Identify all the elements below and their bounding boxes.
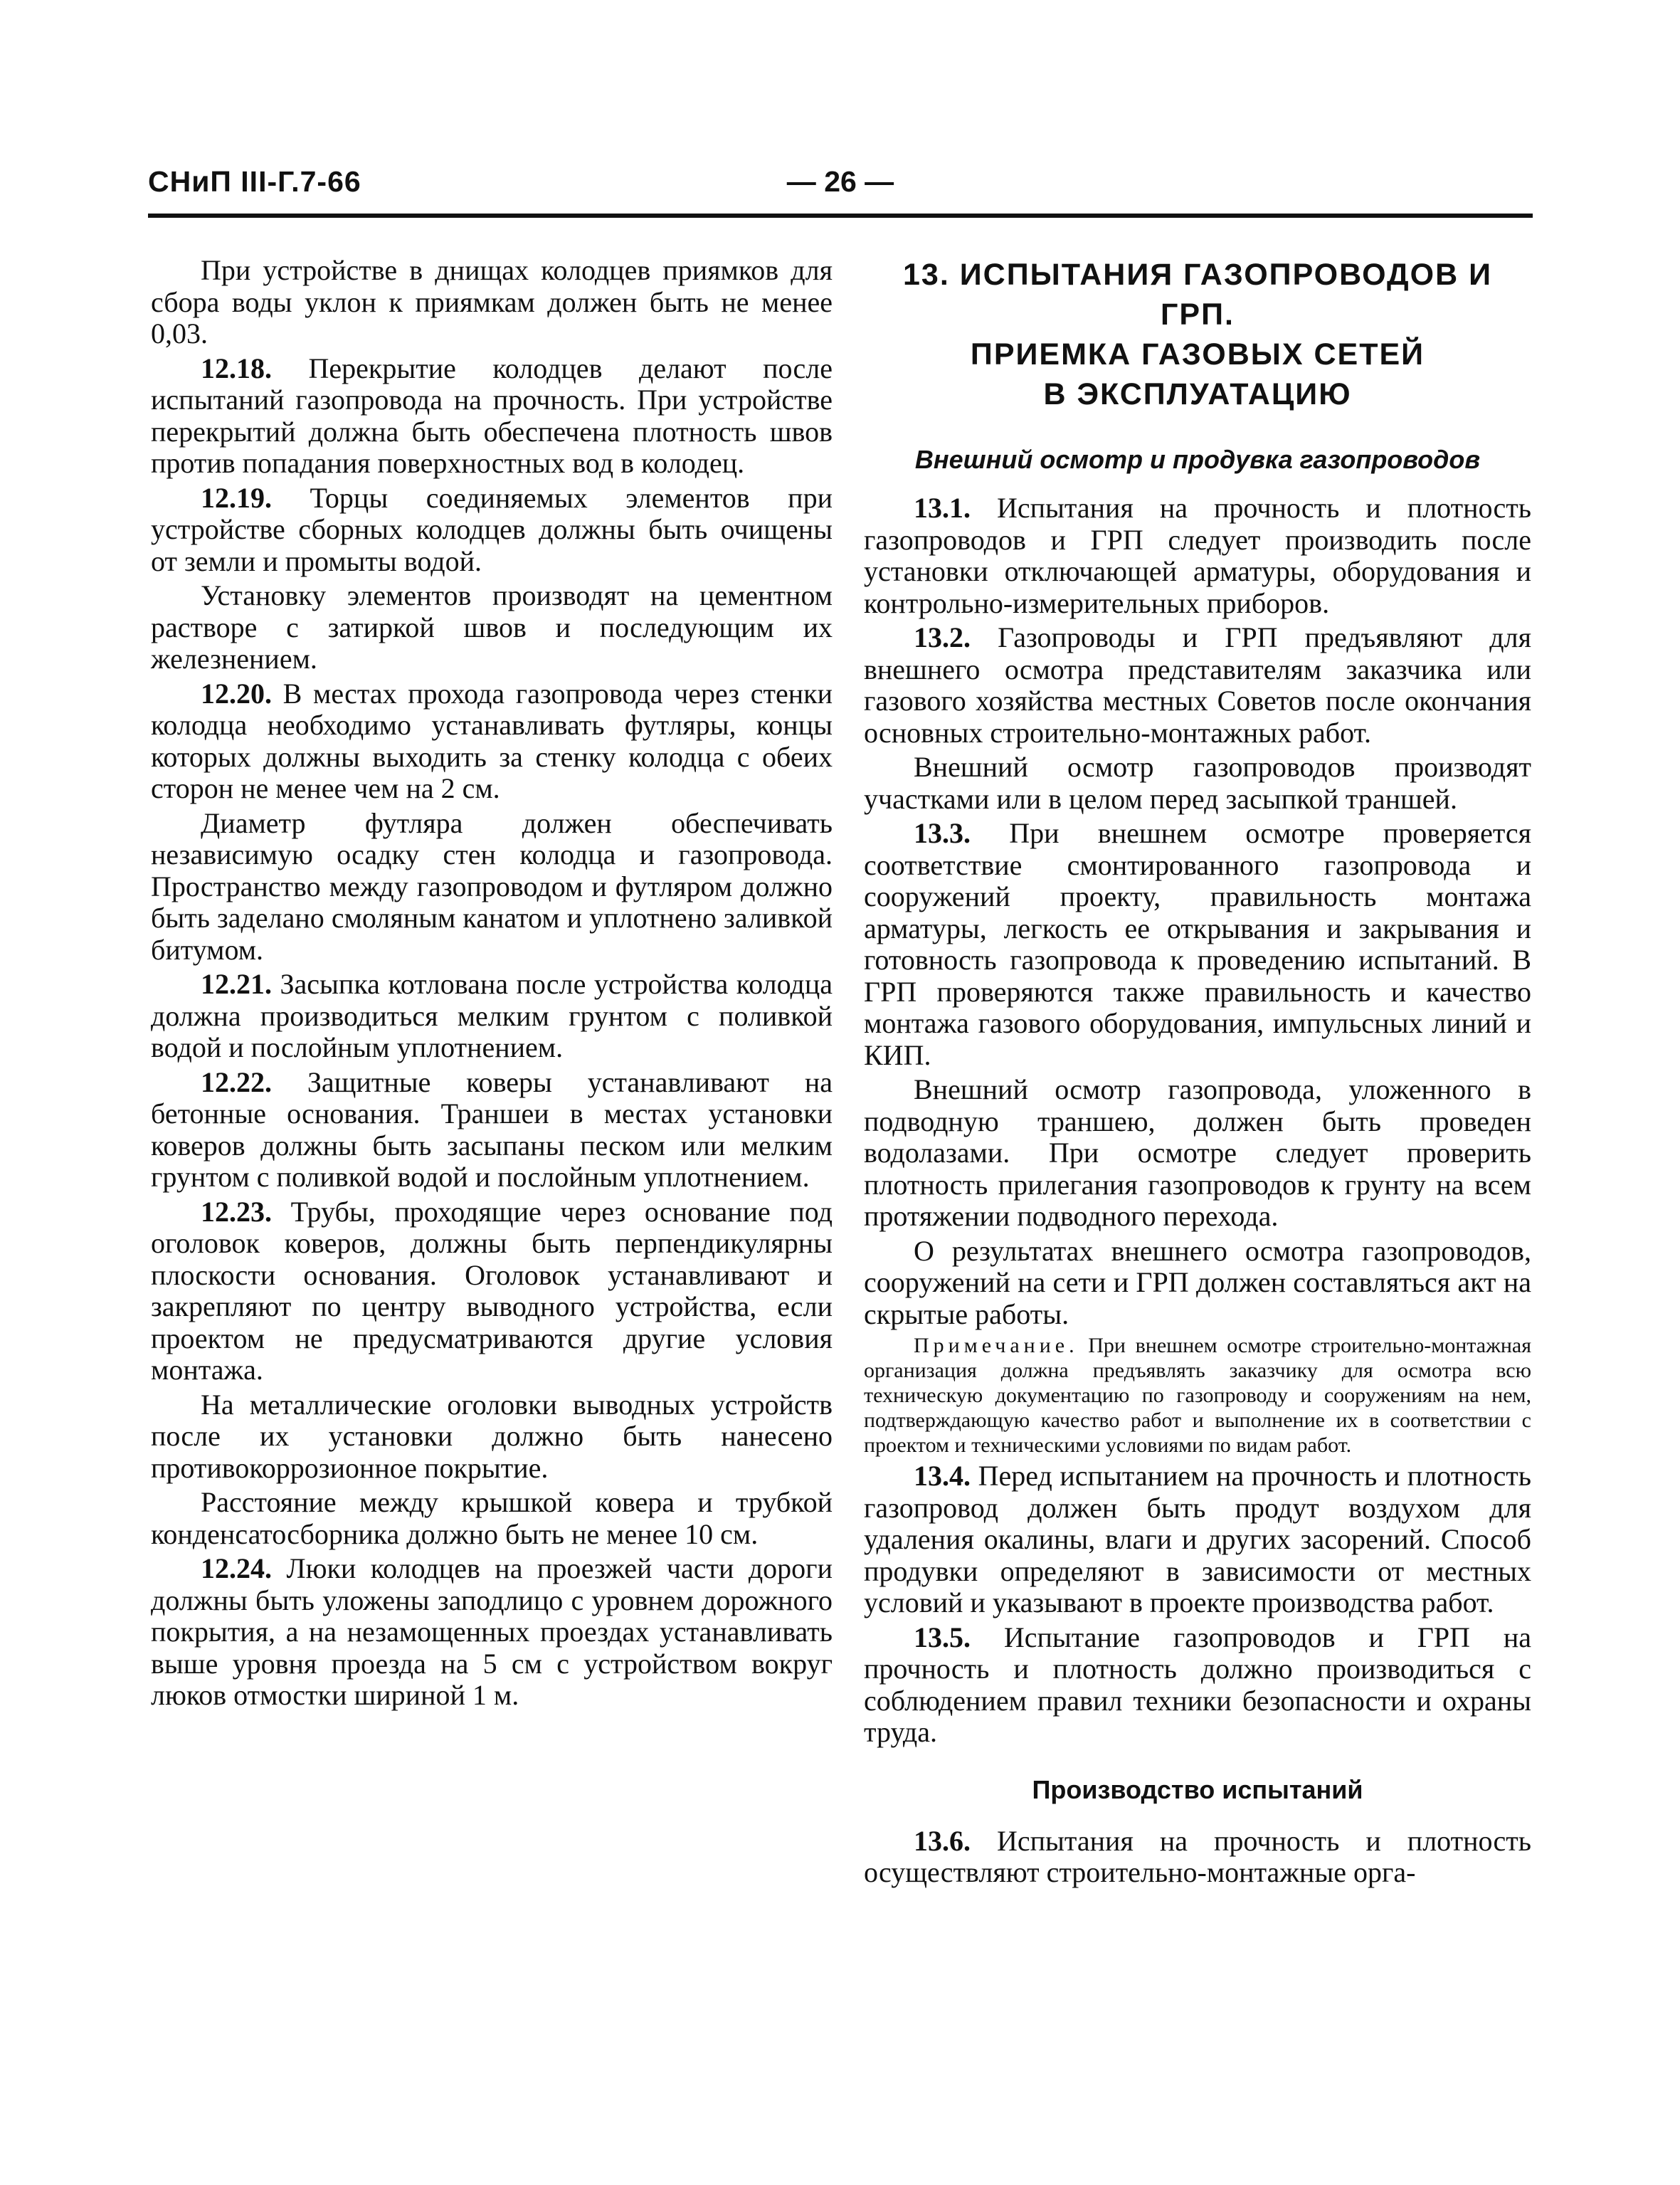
paragraph	[864, 1074, 1531, 1233]
paragraph-text: Засыпка котлована после устройства колодца должна производиться мелким грунтом с поливкой водой и послойным уплотнением.	[151, 968, 833, 1063]
paragraph	[151, 808, 833, 967]
paragraph-text: На металлические оголовки выводных устройств после их установки должно быть нанесено противокоррозионное покрытие.	[151, 1388, 833, 1484]
paragraph	[151, 1487, 833, 1550]
document-code: СНиП III-Г.7-66	[148, 165, 361, 198]
clause-number: 13.6.	[914, 1824, 971, 1857]
paragraph-text: При устройстве в днищах колодцев приямков для сбора воды уклон к приямкам должен быть не менее 0,03.	[151, 254, 833, 349]
clause-number: 13.1.	[914, 492, 971, 524]
paragraph	[151, 483, 833, 578]
paragraph-text: Трубы, проходящие через основание под оголовок коверов, должны быть перпендикулярны плоскости основания. Оголовок устанавливают и закрепляют по центру выводного устройства, если проектом не предусматриваются другие условия монтажа.	[151, 1195, 833, 1386]
paragraph	[151, 678, 833, 805]
note-label: Примечание.	[914, 1334, 1079, 1357]
paragraph-text: Люки колодцев на проезжей части дороги должны быть уложены заподлицо с уровнем дорожного покрытия, а на незамощенных проездах устанавливать выше уровня проезда на 5 см с устройством вокруг люков отмостки шириной 1 м.	[151, 1552, 833, 1711]
paragraph	[864, 493, 1531, 619]
paragraph	[864, 1622, 1531, 1749]
paragraph-text: О результатах внешнего осмотра газопроводов, сооружений на сети и ГРП должен составляться акт на скрытые работы.	[864, 1234, 1531, 1330]
paragraph	[151, 580, 833, 675]
header-rule	[148, 214, 1533, 218]
paragraph-text: При внешнем осмотре проверяется соответствие смонтированного газопровода и сооружений проекту, правильность монтажа арматуры, легкость ее открывания и закрывания и готовность газопровода к проведению испытаний. В ГРП проверяются также правильность и качество монтажа газового оборудования, импульсных линий и КИП.	[864, 817, 1531, 1071]
paragraph-text: Газопроводы и ГРП предъявляют для внешнего осмотра представителям заказчика или газового хозяйства местных Советов после окончания основных строительно-монтажных работ.	[864, 621, 1531, 749]
paragraph	[864, 752, 1531, 815]
paragraph-text: Установку элементов производят на цементном растворе с затиркой швов и последующим их железнением.	[151, 579, 833, 675]
paragraph	[151, 1553, 833, 1712]
paragraph	[864, 1460, 1531, 1619]
paragraph-group	[864, 1826, 1531, 1889]
paragraph-text: Испытание газопроводов и ГРП на прочность и плотность должно производиться с соблюдением правил техники безопасности и охраны труда.	[864, 1621, 1531, 1748]
paragraph	[151, 1067, 833, 1194]
page-number: — 26 —	[786, 165, 894, 198]
note-text: При внешнем осмотре строительно-монтажная организация должна предъявлять заказчику для осмотра всю техническую документацию по газопроводу и сооружениям на нем, подтверждающую качество работ и выполнение их в соответствии с проектом и техническими условиями по видам работ.	[864, 1334, 1531, 1457]
section-title-line: В ЭКСПЛУАТАЦИЮ	[1043, 377, 1352, 411]
paragraph-text: Внешний осмотр газопроводов производят участками или в целом перед засыпкой траншей.	[864, 751, 1531, 815]
section-title-line: ПРИЕМКА ГАЗОВЫХ СЕТЕЙ	[970, 337, 1425, 372]
clause-number: 12.24.	[201, 1552, 272, 1584]
paragraph-text: Испытания на прочность и плотность осуществляют строительно-монтажные орга-	[864, 1824, 1531, 1888]
paragraph-group	[864, 1460, 1531, 1749]
clause-number: 12.22.	[201, 1065, 272, 1098]
paragraph-text: Внешний осмотр газопровода, уложенного в подводную траншею, должен быть проведен водолазами. При осмотре следует проверить плотность прилегания газопроводов к грунту на всем протяжении подводного перехода.	[864, 1073, 1531, 1232]
paragraph	[864, 622, 1531, 749]
clause-number: 13.4.	[914, 1460, 971, 1492]
paragraph	[151, 969, 833, 1064]
clause-number: 12.20.	[201, 677, 272, 710]
paragraph-text: Защитные коверы устанавливают на бетонные основания. Траншеи в местах установки коверов должны быть засыпаны песком или мелким грунтом с поливкой водой и послойным уплотнением.	[151, 1065, 833, 1193]
paragraph	[864, 818, 1531, 1071]
clause-number: 12.19.	[201, 481, 272, 514]
clause-number: 12.23.	[201, 1195, 272, 1228]
left-column	[151, 255, 833, 1715]
clause-number: 13.3.	[914, 817, 971, 849]
paragraph-group	[864, 493, 1531, 1330]
paragraph	[864, 1826, 1531, 1889]
clause-number: 13.2.	[914, 621, 971, 653]
paragraph	[151, 1196, 833, 1386]
paragraph-text: Перекрытие колодцев делают после испытаний газопровода на прочность. При устройстве перекрытий должна быть обеспечена плотность швов против попадания поверхностных вод в колодец.	[151, 352, 833, 479]
paragraph-text: Расстояние между крышкой ковера и трубкой конденсатосборника должно быть не менее 10 см.	[151, 1486, 833, 1550]
right-column	[864, 255, 1531, 1892]
section-title-line: 13. ИСПЫТАНИЯ ГАЗОПРОВОДОВ И ГРП.	[903, 258, 1492, 332]
section-title	[864, 255, 1531, 414]
subheading-external-inspection: Внешний осмотр и продувка газопроводов	[914, 445, 1481, 474]
paragraph	[151, 353, 833, 480]
clause-number: 12.18.	[201, 352, 272, 384]
paragraph-text: Диаметр футляра должен обеспечивать независимую осадку стен колодца и газопровода. Пространство между газопроводом и футляром должно быть заделано смоляным канатом и уплотнено заливкой битумом.	[151, 806, 833, 966]
paragraph	[864, 1236, 1531, 1331]
paragraph-text: В местах прохода газопровода через стенки колодца необходимо устанавливать футляры, концы которых должны выходить за стенку колодца с обеих сторон не менее чем на 2 см.	[151, 677, 833, 804]
paragraph-text: Испытания на прочность и плотность газопроводов и ГРП следует производить после установки отключающей арматуры, оборудования и контрольно-измерительных приборов.	[864, 492, 1531, 619]
paragraph-text: Перед испытанием на прочность и плотность газопровод должен быть продут воздухом для удаления окалины, влаги и других засорений. Способ продувки определяют в зависимости от местных условий и указывают в проекте производства работ.	[864, 1460, 1531, 1618]
clause-number: 13.5.	[914, 1621, 971, 1653]
clause-number: 12.21.	[201, 968, 272, 1000]
note	[864, 1333, 1531, 1458]
paragraph-text: Торцы соединяемых элементов при устройстве сборных колодцев должны быть очищены от земли и промыты водой.	[151, 481, 833, 577]
subheading-testing: Производство испытаний	[1032, 1774, 1363, 1804]
paragraph	[151, 1389, 833, 1485]
paragraph	[151, 255, 833, 350]
